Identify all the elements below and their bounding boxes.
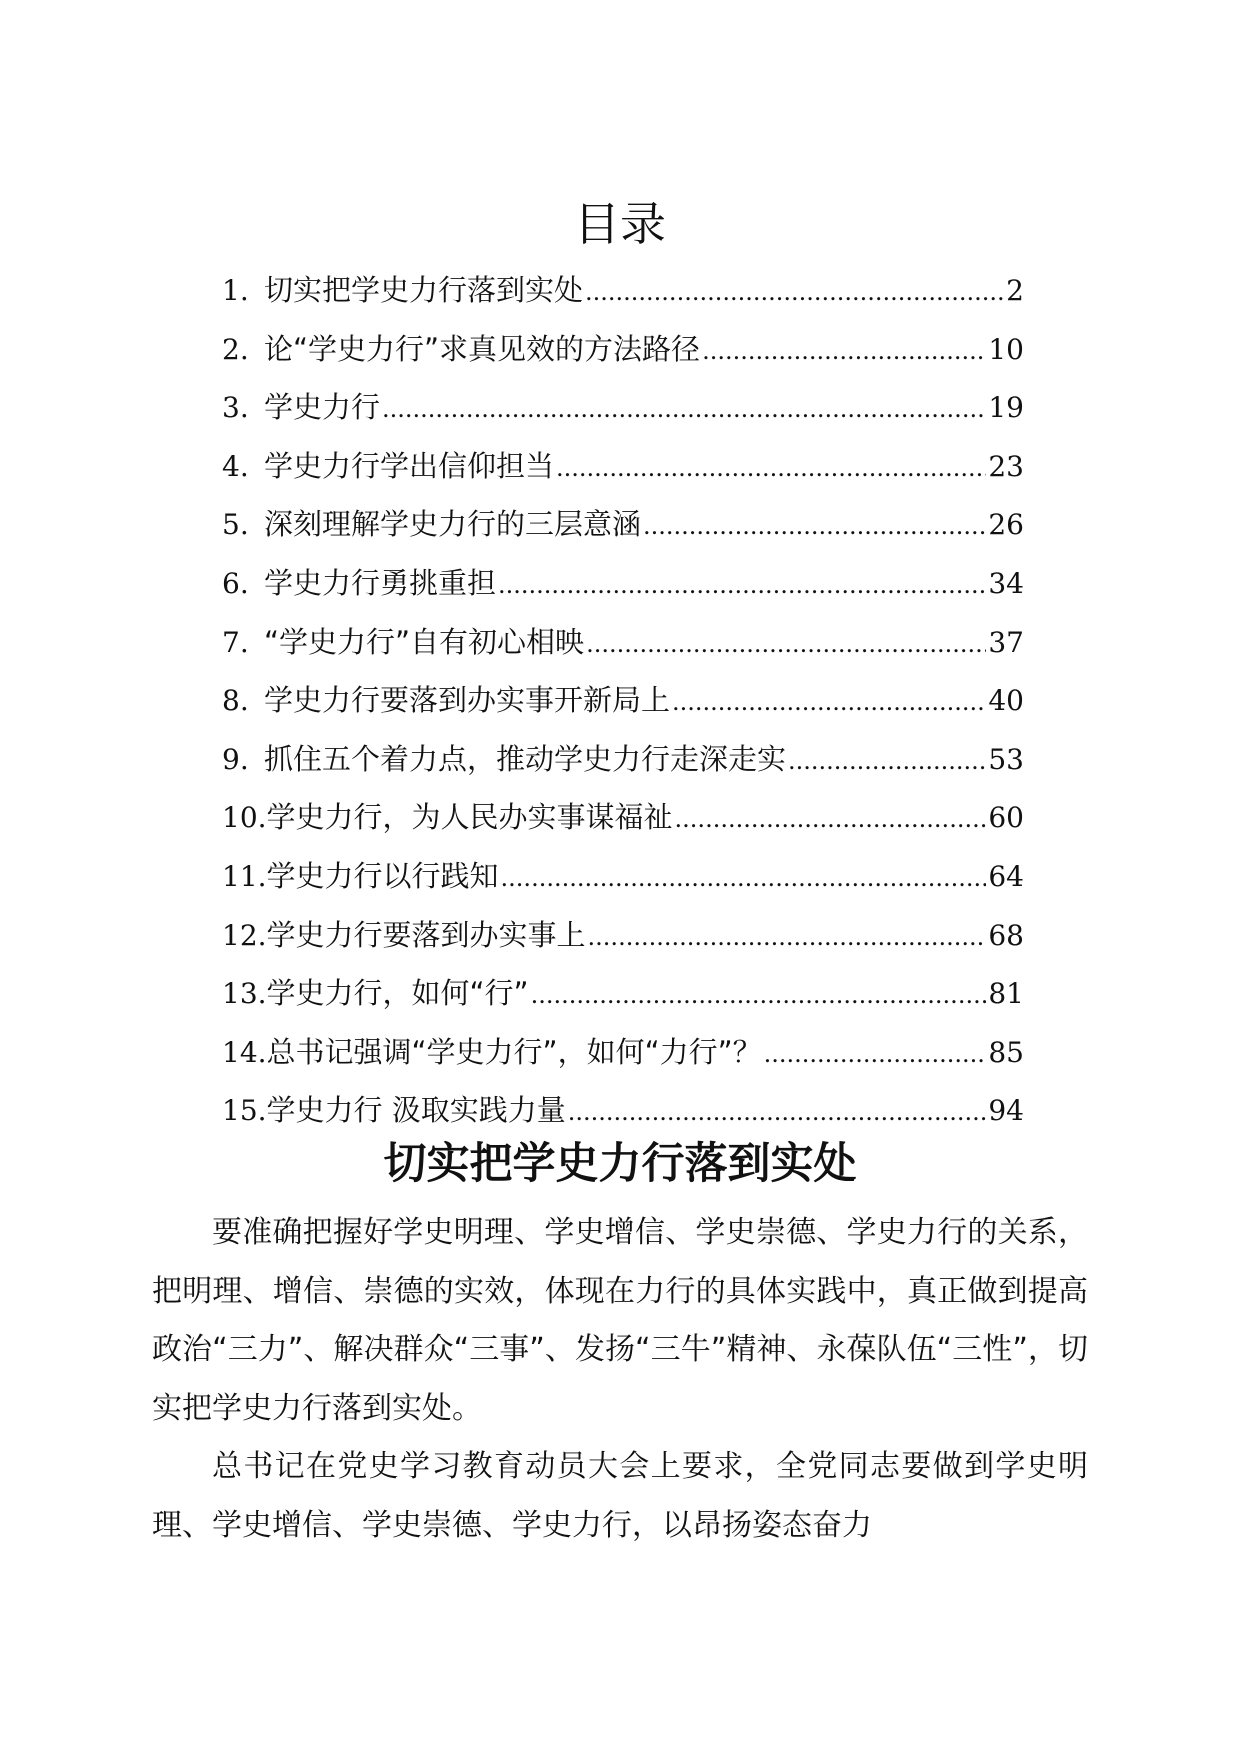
toc-entry-page: 23 (988, 449, 1024, 483)
toc-entry[interactable] (222, 270, 1024, 329)
toc-entry-label: 学史力行学出信仰担当 (264, 448, 555, 483)
toc-list (222, 270, 1024, 1149)
toc-entry-label: 深刻理解学史力行的三层意涵 (264, 507, 642, 542)
toc-dot-leader (643, 506, 986, 546)
toc-entry-number: 12. (222, 918, 267, 952)
toc-entry-label: 学史力行，如何“行” (266, 976, 529, 1011)
toc-entry-label: 学史力行勇挑重担 (264, 565, 497, 600)
toc-entry[interactable] (222, 739, 1024, 798)
toc-entry-number: 1. (222, 274, 249, 307)
toc-title: 目录 (574, 197, 666, 251)
toc-entry-label: 论“学史力行”求真见效的方法路径 (264, 331, 701, 366)
toc-entry-number: 5. (222, 508, 249, 542)
toc-entry-page: 81 (988, 977, 1024, 1011)
toc-entry-number: 7. (222, 625, 249, 659)
toc-dot-leader (585, 272, 1004, 312)
toc-entry[interactable] (222, 797, 1024, 856)
toc-entry[interactable] (222, 563, 1024, 622)
toc-entry-number: 14. (222, 1035, 267, 1069)
toc-entry-label: 学史力行 (264, 390, 381, 425)
toc-entry-number: 2. (222, 332, 249, 366)
toc-entry[interactable] (222, 387, 1024, 446)
toc-entry[interactable] (222, 446, 1024, 505)
toc-entry-page: 68 (988, 918, 1024, 952)
toc-entry[interactable] (222, 973, 1024, 1032)
toc-entry-page: 40 (988, 684, 1024, 718)
article-paragraph: 总书记在党史学习教育动员大会上要求，全党同志要做到学史明理、学史增信、学史崇德、学史力行，以昂扬姿态奋力 (152, 1449, 1088, 1543)
toc-dot-leader (531, 975, 987, 1015)
toc-entry-page: 60 (988, 801, 1024, 835)
toc-entry-number: 4. (222, 449, 249, 483)
toc-entry[interactable] (222, 1032, 1024, 1091)
toc-entry-label: 学史力行要落到办实事开新局上 (264, 683, 671, 718)
toc-dot-leader (586, 624, 986, 664)
toc-entry-number: 8. (222, 684, 249, 718)
toc-dot-leader (675, 799, 987, 839)
toc-entry-number: 15. (222, 1094, 267, 1128)
toc-entry-label: 总书记强调“学史力行”，如何“力行”？ (266, 1034, 762, 1069)
toc-entry-page: 53 (988, 742, 1024, 776)
toc-entry-page: 85 (988, 1035, 1024, 1069)
toc-entry-number: 10. (222, 801, 267, 835)
toc-dot-leader (498, 565, 986, 605)
toc-entry-page: 37 (988, 625, 1024, 659)
toc-dot-leader (382, 389, 986, 429)
toc-entry-number: 13. (222, 977, 267, 1011)
toc-entry-label: 抓住五个着力点，推动学史力行走深走实 (264, 741, 787, 776)
toc-entry[interactable] (222, 504, 1024, 563)
toc-entry-label: 学史力行要落到办实事上 (266, 917, 586, 952)
toc-entry[interactable] (222, 915, 1024, 974)
toc-entry-label: 学史力行，为人民办实事谋福祉 (266, 800, 673, 835)
toc-dot-leader (501, 858, 987, 898)
toc-entry-number: 11. (222, 859, 267, 893)
toc-entry-number: 6. (222, 566, 249, 600)
toc-entry-label: “学史力行”自有初心相映 (264, 624, 585, 659)
toc-entry-page: 94 (988, 1094, 1024, 1128)
toc-dot-leader (672, 682, 986, 722)
article-paragraph: 要准确把握好学史明理、学史增信、学史崇德、学史力行的关系，把明理、增信、崇德的实效，体现在力行的具体实践中，真正做到提高政治“三力”、解决群众“三事”、发扬“三牛”精神、永葆队伍“三性”，切实把学史力行落到实处。 (152, 1215, 1088, 1426)
toc-entry[interactable] (222, 680, 1024, 739)
toc-entry-page: 64 (988, 859, 1024, 893)
toc-dot-leader (764, 1034, 987, 1074)
toc-entry-label: 切实把学史力行落到实处 (264, 273, 584, 307)
toc-entry-label: 学史力行以行践知 (266, 858, 499, 893)
toc-dot-leader (568, 1092, 987, 1132)
toc-entry-number: 9. (222, 742, 249, 776)
toc-entry[interactable] (222, 856, 1024, 915)
toc-entry[interactable] (222, 329, 1024, 388)
toc-entry-number: 3. (222, 391, 249, 425)
toc-dot-leader (588, 917, 987, 957)
toc-dot-leader (702, 331, 986, 371)
toc-dot-leader (788, 741, 986, 781)
toc-entry-page: 34 (988, 566, 1024, 600)
toc-entry[interactable] (222, 622, 1024, 681)
article-title: 切实把学史力行落到实处 (383, 1139, 857, 1189)
toc-entry-page: 2 (1006, 274, 1024, 307)
article-body (152, 1204, 1088, 1556)
toc-dot-leader (556, 448, 986, 488)
toc-entry-page: 10 (988, 332, 1024, 366)
toc-entry-page: 26 (988, 508, 1024, 542)
toc-entry-page: 19 (988, 391, 1024, 425)
toc-entry-label: 学史力行 汲取实践力量 (266, 1093, 566, 1128)
